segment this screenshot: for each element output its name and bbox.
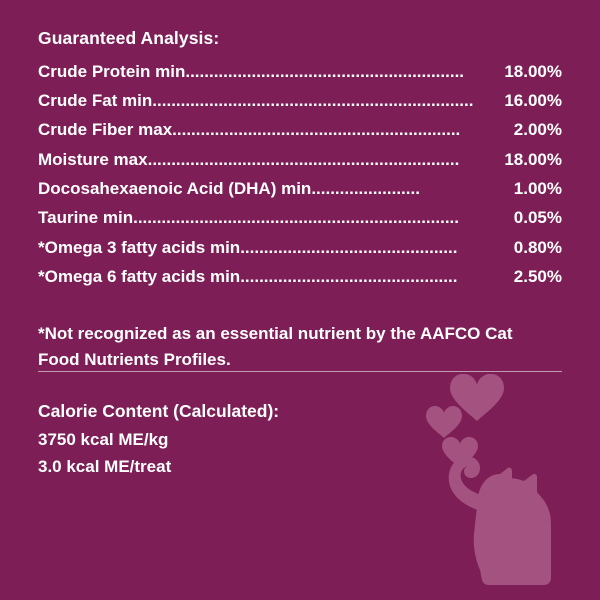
- analysis-row-label: Crude Fat min: [38, 90, 153, 110]
- analysis-row: [38, 174, 562, 203]
- analysis-row-label: Taurine min: [38, 208, 134, 228]
- analysis-row: [38, 203, 562, 232]
- analysis-row-label: Crude Protein min: [38, 61, 186, 81]
- analysis-row-dots: ..................................................................: [147, 150, 460, 168]
- aafco-footnote: *Not recognized as an essential nutrient by the AAFCO Cat Food Nutrients Profiles.: [38, 324, 513, 369]
- analysis-row-dots: ..............................................: [240, 268, 458, 286]
- analysis-row: [38, 262, 562, 291]
- analysis-row-dots: ..............................................: [240, 238, 458, 256]
- analysis-row-label: Moisture max: [38, 149, 148, 169]
- analysis-row-label: Docosahexaenoic Acid (DHA) min: [38, 179, 312, 199]
- analysis-row: [38, 86, 562, 115]
- analysis-row-value: 0.05%: [513, 208, 562, 228]
- analysis-row: [38, 56, 562, 85]
- analysis-row-dots: .....................................................................: [133, 209, 459, 227]
- calorie-content-title: Calorie Content (Calculated):: [38, 401, 280, 421]
- analysis-row: [38, 115, 562, 144]
- analysis-row-value: 1.00%: [513, 179, 562, 199]
- section-divider: [38, 371, 562, 372]
- analysis-row-dots: ....................................................................: [152, 91, 474, 109]
- analysis-row: [38, 145, 562, 174]
- analysis-row-label: *Omega 3 fatty acids min: [38, 237, 241, 257]
- analysis-row-value: 2.00%: [513, 120, 562, 140]
- analysis-row-dots: .......................: [311, 180, 420, 198]
- analysis-row-value: 18.00%: [504, 61, 562, 81]
- analysis-row-value: 2.50%: [513, 267, 562, 287]
- analysis-row-label: *Omega 6 fatty acids min: [38, 267, 241, 287]
- calorie-content-section: [38, 398, 279, 481]
- analysis-row-value: 0.80%: [513, 237, 562, 257]
- analysis-row-value: 16.00%: [504, 90, 562, 110]
- calorie-line: 3750 kcal ME/kg: [38, 430, 169, 450]
- analysis-row-dots: ...........................................................: [185, 62, 465, 80]
- guaranteed-analysis-list: [38, 56, 562, 291]
- guaranteed-analysis-title: Guaranteed Analysis:: [38, 28, 220, 48]
- analysis-row-dots: .............................................................: [172, 121, 461, 139]
- analysis-row: [38, 233, 562, 262]
- analysis-row-label: Crude Fiber max: [38, 120, 173, 140]
- calorie-line: 3.0 kcal ME/treat: [38, 456, 172, 476]
- analysis-row-value: 18.00%: [504, 149, 562, 169]
